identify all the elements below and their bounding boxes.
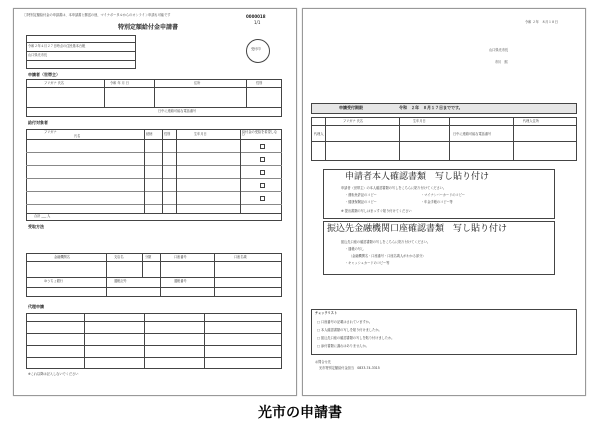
household-col-birthdate: 生年月日 <box>194 132 207 136</box>
office-name: 市川 熙 <box>495 60 508 64</box>
household-col-name: 氏名 <box>74 134 81 138</box>
applicant-col-gender: 性別 <box>256 81 263 85</box>
agent-phone-note: 日中に連絡可能な電話番号 <box>453 132 492 136</box>
header-block <box>26 35 136 69</box>
applicant-heading: 申請者（世帯主） <box>28 72 60 77</box>
applicant-col-name: フリガナ 氏名 <box>44 81 64 85</box>
bank-copy-title: 振込先金融機関口座確認書類 写し貼り付け <box>327 224 508 234</box>
form-title: 特別定額給付金申請書 <box>118 24 179 31</box>
header-row-2: 山口県光市長 <box>28 53 48 57</box>
deadline-label: 申請受付期限 <box>339 105 363 110</box>
post-bank-number: 通帳番号 <box>174 279 187 283</box>
bank-table <box>26 253 282 297</box>
decline-checkbox[interactable] <box>260 157 265 162</box>
bank-line-2: ・通帳の写し <box>345 247 365 251</box>
date-line: 令和 ２年 ８月１８日 <box>525 20 558 24</box>
top-notice: 〇特別定額給付金の申請書は、本申請書と郵送の他、マイナポータルからのオンライン申請も可能です <box>24 13 171 17</box>
bank-col-holder: 口座名義 <box>234 255 247 259</box>
checklist-item-2[interactable]: □ 本人確認書類の写しを貼り付けましたか。 <box>317 328 382 332</box>
bank-heading: 受取方法 <box>28 224 44 229</box>
contact-phone-label: 日中に連絡可能な電話番号 <box>158 109 197 113</box>
agent-side-label: 代理人 <box>314 132 324 136</box>
bank-col-type: 分類 <box>145 255 152 259</box>
agent-col-birth: 生年月日 <box>413 119 426 123</box>
household-col-furigana: フリガナ <box>44 130 57 134</box>
contact-heading: お問合せ先 <box>315 360 331 364</box>
application-form-right-page <box>302 8 586 396</box>
decline-checkbox[interactable] <box>260 144 265 149</box>
bank-line-1: 振込先口座の確認書類の写しをこちらに貼り付けてください。 <box>341 240 431 244</box>
deadline-value: 令和 ２年 ８月１７日までです。 <box>399 105 463 110</box>
contact-line: 光市特別定額給付金担当 0833-74-3315 <box>319 366 380 370</box>
id-line-1: 申請者（世帯主）の本人確認書類の写しをこちらに貼り付けてください。 <box>341 186 447 190</box>
form-code: 0000018 <box>246 14 266 19</box>
image-caption: 光市の申請書 <box>258 405 342 421</box>
bank-col-branch: 支店名 <box>114 255 124 259</box>
agent-heading: 代理申請 <box>28 304 44 309</box>
household-footer: 合計 ___ 人 <box>34 214 51 218</box>
receipt-stamp-label: 受付印 <box>251 47 261 51</box>
agent-col-name: フリガナ 氏名 <box>343 119 363 123</box>
bank-line-4: ・キャッシュカードのコピー等 <box>345 261 390 265</box>
household-heading: 給付対象者 <box>28 120 48 125</box>
checklist-item-1[interactable]: □ 口座番号の記載はされていますか。 <box>317 320 373 324</box>
bank-line-3: （金融機関名・口座番号・口座名義人がわかる部分） <box>349 254 426 258</box>
page-number: 1/1 <box>254 20 261 25</box>
checklist-title: チェックリスト <box>315 311 338 315</box>
agent-col-address: 代理人住所 <box>523 119 539 123</box>
id-line-5: ・年金手帳のコピー等 <box>421 200 453 204</box>
notice-bottom: ※これ以降は記入しないでください <box>28 372 79 376</box>
id-note: ※ 提出書類の写しはまっすぐ貼り付けてください <box>341 209 412 213</box>
decline-checkbox[interactable] <box>260 196 265 201</box>
id-line-3: ・マイナンバーカードのコピー <box>421 193 465 197</box>
application-form-left-page <box>13 8 297 396</box>
checklist-item-3[interactable]: □ 振込先口座の確認書類の写しを貼り付けましたか。 <box>317 336 395 340</box>
household-col-gender: 性別 <box>164 132 171 136</box>
id-line-4: ・健康保険証のコピー <box>345 200 377 204</box>
id-copy-title: 申請者本人確認書類 写し貼り付け <box>345 172 490 182</box>
applicant-col-address: 住所 <box>194 81 201 85</box>
household-table <box>26 129 282 221</box>
bank-col-name: 金融機関名 <box>54 255 70 259</box>
applicant-col-date: 令和 年 月 日 <box>110 81 129 85</box>
decline-checkbox[interactable] <box>260 183 265 188</box>
household-col-relation: 続柄 <box>146 132 153 136</box>
agent-info-table <box>311 117 577 161</box>
header-row-1: 令和２年４月２７日時点の住民基本台帳 <box>28 44 86 48</box>
post-bank-code: 通帳記号 <box>114 279 127 283</box>
post-bank-label: ゆうちょ銀行 <box>44 279 64 283</box>
bank-col-account: 口座番号 <box>174 255 187 259</box>
decline-checkbox[interactable] <box>260 170 265 175</box>
id-line-2: ・運転免許証のコピー <box>345 193 377 197</box>
household-col-decline: 給付金の受給を希望しない <box>242 130 278 138</box>
checklist-item-4[interactable]: □ 添付書類に漏れはありませんか。 <box>317 344 369 348</box>
office-label: 山口県光市長 <box>489 48 509 52</box>
